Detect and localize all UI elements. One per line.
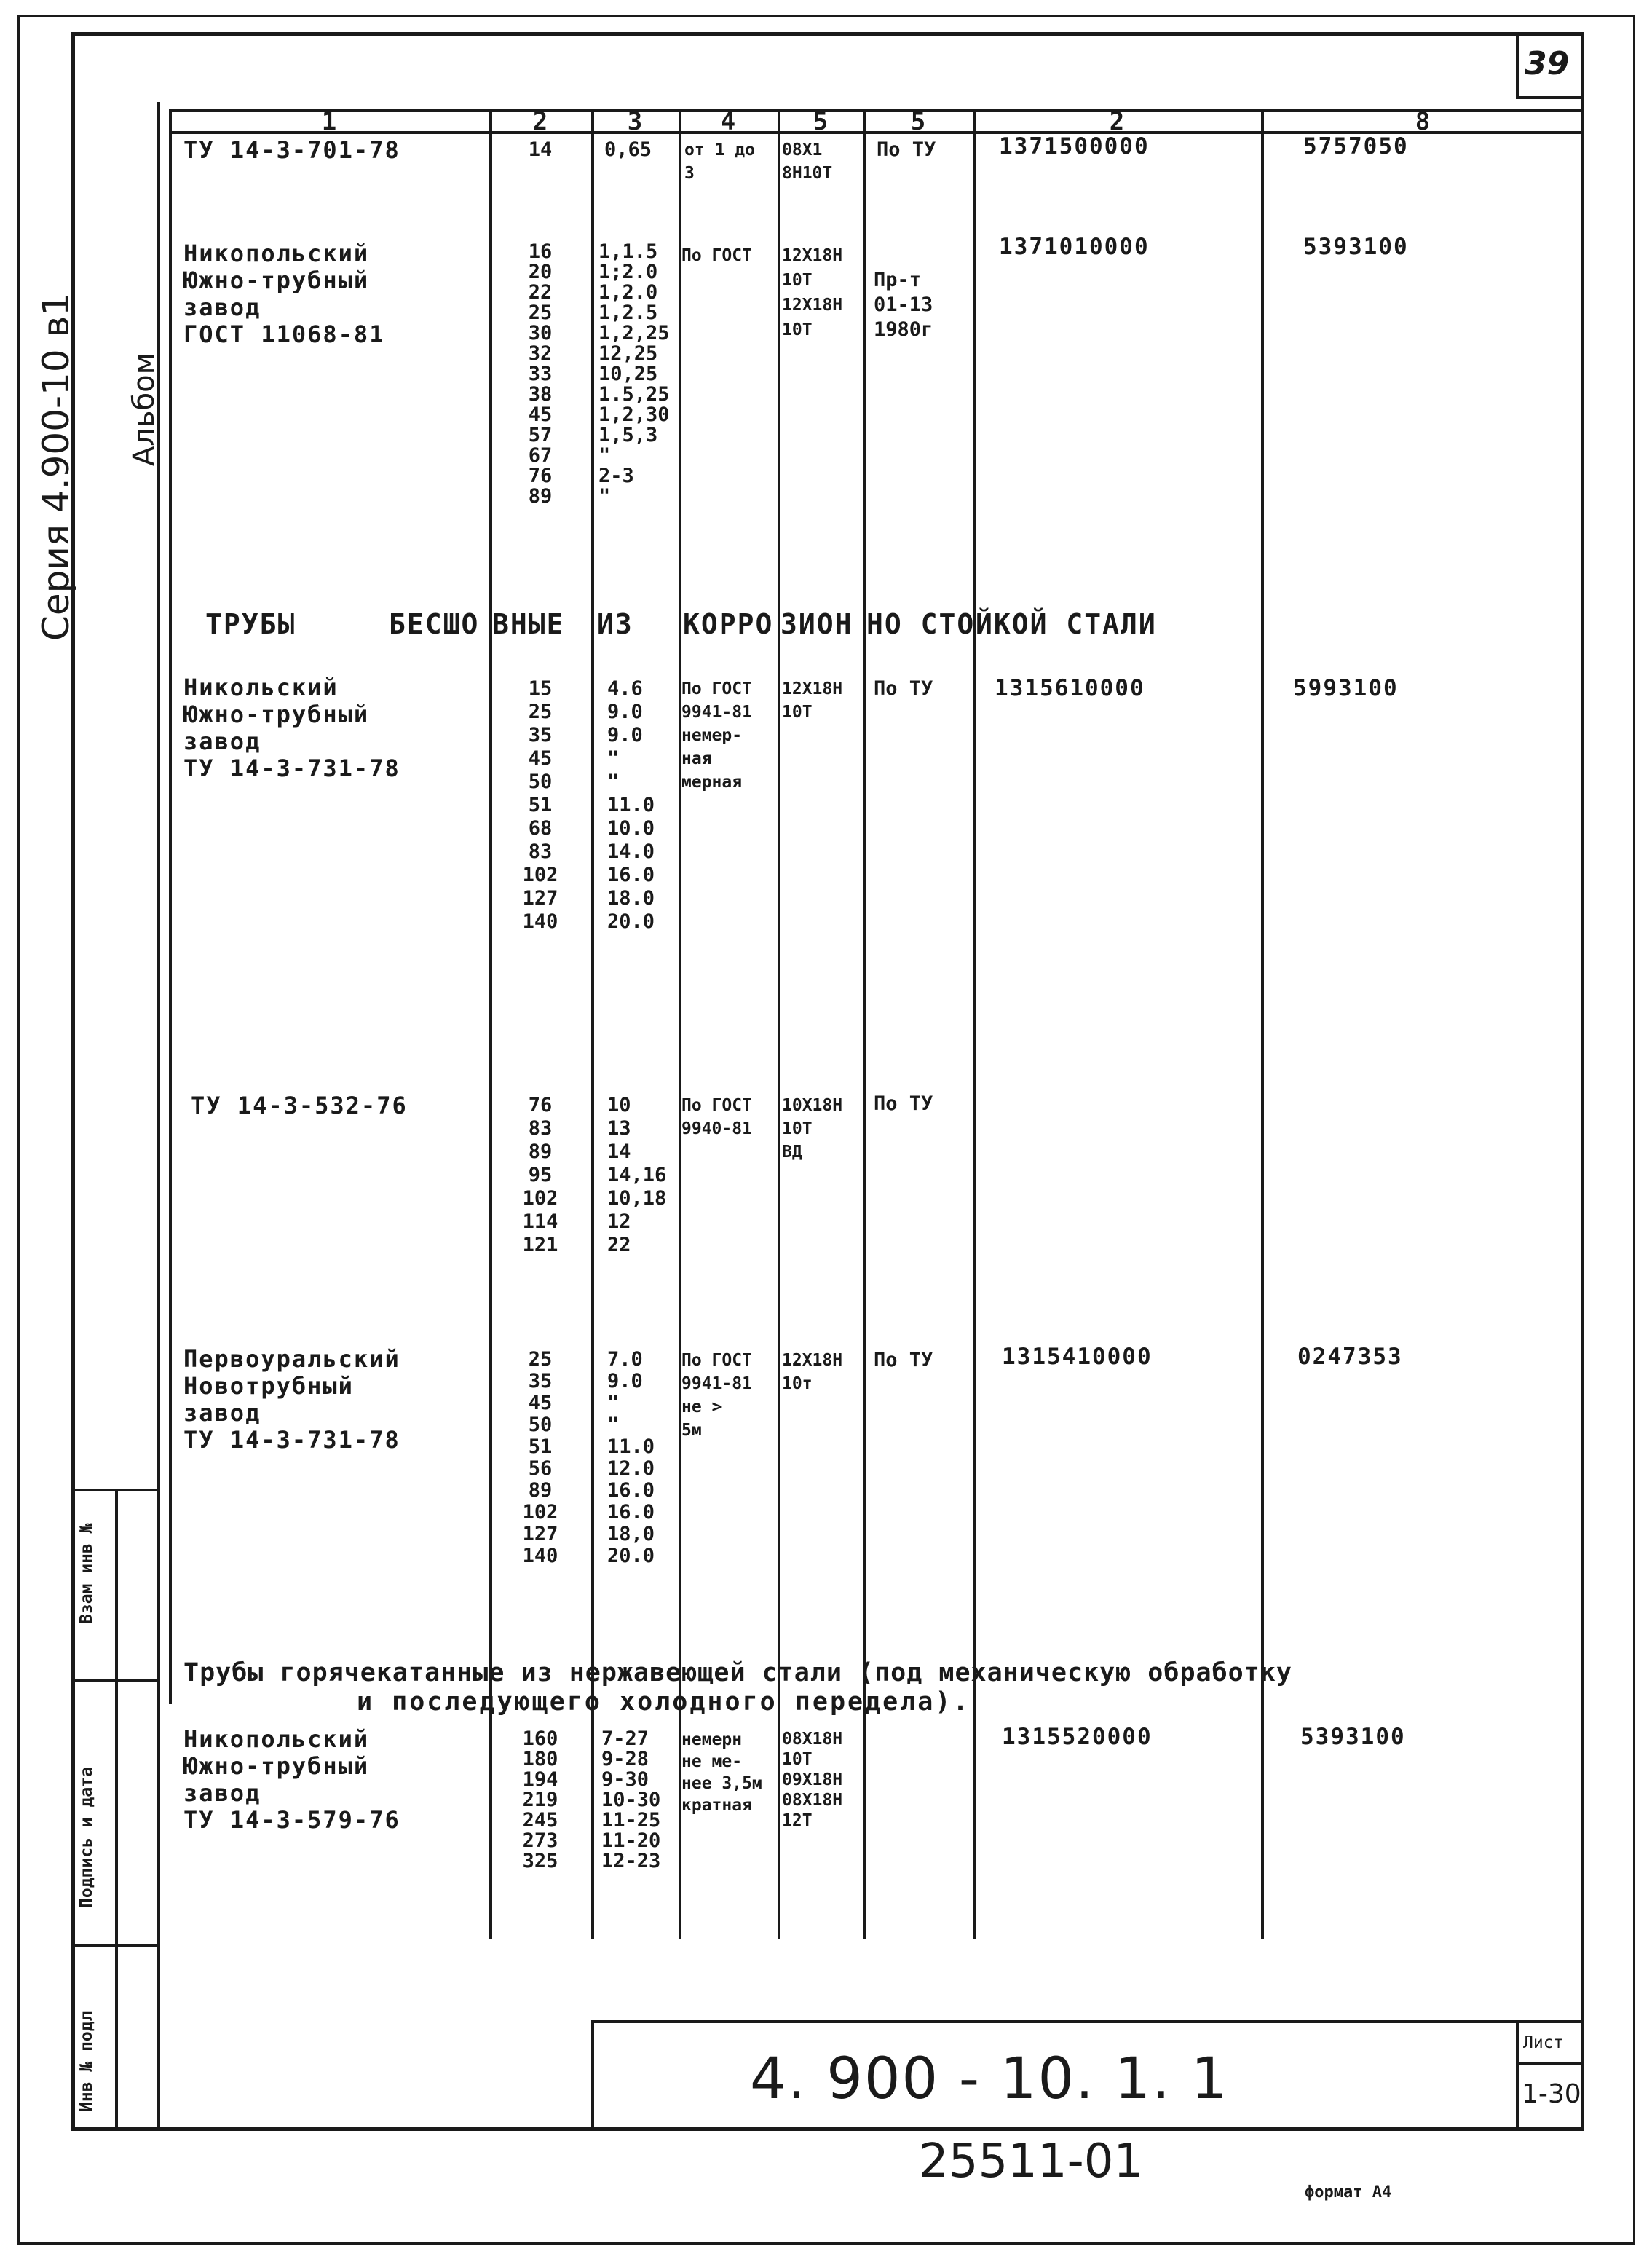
g6-walls-line: 10-30 — [601, 1789, 661, 1811]
header-col-8: 8 — [1415, 107, 1431, 136]
g2-name-line: Южно-трубный — [183, 267, 370, 294]
stamp-column-mid — [115, 1489, 118, 2131]
g2-walls-line: 1.5,25 — [598, 383, 670, 406]
g5-walls-line: 7.0 — [607, 1348, 643, 1371]
g2-diameters-line: 22 — [528, 281, 553, 304]
g5-diameters-line: 45 — [528, 1392, 553, 1414]
seamless-title-1: ТРУБЫ — [205, 608, 296, 640]
seamless-title-5: КОРРО — [683, 608, 774, 640]
g3-col6-line: По ТУ — [874, 677, 933, 700]
g2-name-line: Никопольский — [183, 240, 370, 267]
g4-diameters-line: 114 — [522, 1210, 558, 1233]
g2-col6-line: 01-13 — [874, 293, 933, 316]
g5-diameters-line: 56 — [528, 1457, 553, 1480]
g5-walls-line: 16.0 — [607, 1479, 655, 1502]
g3-diameters-line: 102 — [522, 864, 558, 886]
seamless-title-4: ИЗ — [597, 608, 633, 640]
g5-walls-line: 12.0 — [607, 1457, 655, 1480]
seamless-title-3: ВНЫЕ — [492, 608, 565, 640]
hot-rolled-title-1: Трубы горячекатанные из нержавеющей стали (под механическую обработку — [183, 1658, 1292, 1687]
g4-walls-line: 10 — [607, 1094, 631, 1116]
g1-col4-line: 3 — [684, 164, 695, 183]
g1-code2: 5757050 — [1303, 133, 1409, 159]
g4-walls — [607, 1094, 666, 1257]
stamp-original-inventory: Инв № подл — [77, 2011, 96, 2112]
g2-diameters-line: 67 — [528, 444, 553, 467]
header-col-7: 2 — [1109, 107, 1125, 136]
g2-col4-line: По ГОСТ — [681, 246, 752, 265]
corner-box-left — [1516, 32, 1519, 98]
g2-name-line: ГОСТ 11068-81 — [183, 320, 385, 348]
document-number: 4. 900 - 10. 1. 1 — [750, 2046, 1229, 2112]
g3-name-line: завод — [183, 728, 261, 755]
g4-col5 — [782, 1094, 842, 1164]
g2-walls-line: " — [598, 485, 611, 508]
g4-walls-line: 14,16 — [607, 1164, 667, 1186]
g3-col5-line: 10Т — [782, 703, 813, 722]
g2-walls-line: 1;2.0 — [598, 261, 658, 283]
g2-walls-line: 1,1.5 — [598, 240, 658, 263]
g2-col5-line: 10Т — [782, 271, 813, 290]
g3-col4-line: 9941-81 — [681, 703, 752, 722]
g1-col6-line: По ТУ — [877, 138, 936, 161]
seamless-title-8: ЙКОЙ СТАЛИ — [976, 608, 1157, 640]
g5-diameters-line: 102 — [522, 1501, 558, 1524]
g4-diameters-line: 95 — [528, 1164, 553, 1186]
g4-diameters-line: 102 — [522, 1187, 558, 1210]
header-col-6: 5 — [910, 107, 926, 136]
format-label: формат А4 — [1305, 2183, 1392, 2202]
g2-walls-line: 1,2,25 — [598, 322, 670, 344]
g3-diameters-line: 140 — [522, 910, 558, 933]
g4-diameters-line: 83 — [528, 1117, 553, 1140]
g2-col5 — [782, 243, 842, 342]
g3-col6 — [874, 677, 933, 701]
g5-walls-line: 16.0 — [607, 1501, 655, 1524]
g2-diameters-line: 32 — [528, 342, 553, 365]
g5-col6 — [874, 1349, 933, 1372]
g6-name-line: Никопольский — [183, 1725, 370, 1753]
g2-col4 — [681, 243, 752, 268]
g1-diameters-line: 14 — [528, 138, 553, 161]
g2-diameters-line: 76 — [528, 465, 553, 487]
g6-diameters-line: 194 — [522, 1768, 558, 1791]
stamp-row-1 — [71, 1489, 159, 1491]
g3-walls-line: " — [607, 747, 620, 770]
g6-diameters-line: 180 — [522, 1748, 558, 1770]
g3-walls — [607, 677, 655, 934]
g2-diameters-line: 57 — [528, 424, 553, 446]
sheet-number: 1-30 — [1522, 2079, 1581, 2109]
g6-walls-line: 7-27 — [601, 1727, 649, 1750]
g6-col4-line: не ме- — [681, 1752, 743, 1771]
g2-walls-line: 1,2.0 — [598, 281, 658, 304]
seamless-title-2: БЕСШО — [389, 608, 480, 640]
g2-diameters-line: 30 — [528, 322, 553, 344]
stamp-replaced-inventory: Взам инв № — [77, 1523, 96, 1624]
g5-walls-line: 11.0 — [607, 1435, 655, 1458]
g4-walls-line: 13 — [607, 1117, 631, 1140]
g4-name-line: ТУ 14-3-532-76 — [191, 1092, 408, 1119]
g3-diameters-line: 25 — [528, 701, 553, 723]
g1-col5-line: 8Н10Т — [782, 164, 833, 183]
g5-diameters-line: 35 — [528, 1370, 553, 1392]
g3-col4 — [681, 677, 752, 794]
header-col-5: 5 — [813, 107, 829, 136]
g4-walls-line: 14 — [607, 1140, 631, 1163]
album-label: Альбом — [127, 352, 161, 466]
g5-col4-line: 5м — [681, 1421, 702, 1440]
g3-code2: 5993100 — [1293, 675, 1399, 701]
g2-walls-line: " — [598, 444, 611, 467]
g3-walls-line: 4.6 — [607, 677, 643, 700]
g3-walls-line: 18.0 — [607, 887, 655, 910]
g1-name-line: ТУ 14-3-701-78 — [183, 136, 400, 164]
g3-diameters-line: 51 — [528, 794, 553, 816]
g5-walls-line: " — [607, 1414, 620, 1436]
title-block-left — [591, 2020, 594, 2131]
header-col-4: 4 — [720, 107, 736, 136]
g5-name — [183, 1346, 400, 1454]
g6-diameters-line: 325 — [522, 1850, 558, 1872]
g1-col4-line: от 1 до — [684, 141, 755, 159]
g1-name — [183, 137, 400, 163]
g2-col6 — [874, 243, 933, 342]
g5-diameters-line: 50 — [528, 1414, 553, 1436]
g5-name-line: ТУ 14-3-731-78 — [183, 1426, 400, 1454]
seamless-title-6: ЗИОН — [780, 608, 853, 640]
g2-diameters — [489, 242, 591, 507]
g3-diameters-line: 35 — [528, 724, 553, 746]
g3-walls-line: 20.0 — [607, 910, 655, 933]
g3-walls-line: 14.0 — [607, 840, 655, 863]
g4-col5-line: 10Т — [782, 1119, 813, 1138]
g3-walls-line: 10.0 — [607, 817, 655, 840]
g3-col4-line: немер- — [681, 726, 743, 745]
g3-name-line: ТУ 14-3-731-78 — [183, 754, 400, 782]
g6-name-line: Южно-трубный — [183, 1752, 370, 1780]
g5-col6-line: По ТУ — [874, 1349, 933, 1371]
stamp-row-3 — [71, 1944, 159, 1947]
g2-name — [183, 240, 384, 348]
g1-diameters — [489, 137, 591, 163]
g6-code: 1315520000 — [1002, 1724, 1153, 1750]
g6-walls-line: 11-25 — [601, 1809, 661, 1832]
g5-col5 — [782, 1349, 842, 1395]
g5-name-line: завод — [183, 1399, 261, 1427]
g6-col5 — [782, 1729, 842, 1831]
g6-col5-line: 10Т — [782, 1750, 813, 1769]
g4-diameters-line: 76 — [528, 1094, 553, 1116]
g1-walls — [604, 137, 652, 163]
g2-code2: 5393100 — [1303, 234, 1409, 260]
g2-walls-line: 10,25 — [598, 363, 658, 385]
g6-walls-line: 9-30 — [601, 1768, 649, 1791]
g3-name — [183, 674, 400, 782]
g5-walls — [607, 1349, 655, 1567]
g3-col4-line: По ГОСТ — [681, 679, 752, 698]
g2-col6-line: Пр-т — [874, 269, 922, 291]
stamp-column-left — [71, 1489, 74, 2131]
header-col-2: 2 — [532, 107, 548, 136]
g2-diameters-line: 45 — [528, 403, 553, 426]
title-block-top — [591, 2020, 1584, 2023]
g6-col4-line: немерн — [681, 1730, 743, 1749]
g6-diameters-line: 245 — [522, 1809, 558, 1832]
g3-walls-line: 9.0 — [607, 724, 643, 746]
g1-code: 1371500000 — [999, 133, 1150, 159]
g4-col5-line: ВД — [782, 1143, 802, 1162]
g4-col6-line: По ТУ — [874, 1092, 933, 1115]
g1-walls-line: 0,65 — [604, 138, 652, 161]
g6-col4 — [681, 1729, 762, 1816]
g5-diameters-line: 51 — [528, 1435, 553, 1458]
g5-col4-line: По ГОСТ — [681, 1351, 752, 1370]
g2-walls — [598, 242, 670, 507]
g6-name-line: завод — [183, 1779, 261, 1807]
g1-col5-line: 08Х1 — [782, 141, 823, 159]
g4-diameters — [489, 1094, 591, 1257]
g3-code: 1315610000 — [995, 675, 1145, 701]
g6-col5-line: 09Х18Н — [782, 1770, 843, 1789]
g4-col4 — [681, 1094, 752, 1140]
g2-walls-line: 1,5,3 — [598, 424, 658, 446]
g2-walls-line: 1,2.5 — [598, 302, 658, 324]
g6-code2: 5393100 — [1300, 1724, 1406, 1750]
seamless-title-7: НО СТО — [866, 608, 976, 640]
g2-col5-line: 10Т — [782, 320, 813, 339]
g3-col4-line: мерная — [681, 773, 743, 792]
g5-code: 1315410000 — [1002, 1344, 1153, 1370]
g6-col4-line: нее 3,5м — [681, 1774, 762, 1793]
g2-diameters-line: 33 — [528, 363, 553, 385]
sheet-corner-number: 39 — [1525, 45, 1570, 82]
g5-col4 — [681, 1349, 752, 1442]
g1-col5 — [782, 138, 832, 185]
g4-walls-line: 22 — [607, 1234, 631, 1256]
g3-walls-line: 11.0 — [607, 794, 655, 816]
g6-diameters-line: 160 — [522, 1727, 558, 1750]
sheet-label: Лист — [1523, 2033, 1564, 2052]
g2-diameters-line: 16 — [528, 240, 553, 263]
g3-walls-line: " — [607, 771, 620, 793]
g5-diameters-line: 25 — [528, 1348, 553, 1371]
g2-diameters-line: 38 — [528, 383, 553, 406]
g2-diameters-line: 20 — [528, 261, 553, 283]
corner-box-bottom — [1516, 96, 1584, 99]
g4-col4-line: 9940-81 — [681, 1119, 752, 1138]
g5-walls-line: 9.0 — [607, 1370, 643, 1392]
g1-col4 — [684, 138, 755, 185]
g2-code: 1371010000 — [999, 234, 1150, 260]
g2-walls-line: 1,2,30 — [598, 403, 670, 426]
title-block-sheet-row — [1516, 2062, 1584, 2065]
g6-name — [183, 1726, 400, 1834]
g5-name-line: Новотрубный — [183, 1372, 354, 1400]
g5-diameters — [489, 1349, 591, 1567]
g3-walls-line: 16.0 — [607, 864, 655, 886]
table-left-border — [169, 109, 172, 1704]
header-col-1: 1 — [321, 107, 337, 136]
stamp-signature-date: Подпись и дата — [77, 1767, 96, 1908]
g6-walls — [601, 1729, 660, 1872]
g2-diameters-line: 25 — [528, 302, 553, 324]
g2-col6-line: 1980г — [874, 318, 933, 341]
g3-col5 — [782, 677, 842, 724]
g5-walls-line: 20.0 — [607, 1545, 655, 1567]
g6-col4-line: кратная — [681, 1796, 752, 1815]
g2-col5-line: 12Х18Н — [782, 246, 843, 265]
g2-col5-line: 12Х18Н — [782, 296, 843, 315]
g3-diameters-line: 45 — [528, 747, 553, 770]
g6-walls-line: 12-23 — [601, 1850, 661, 1872]
g4-col6 — [874, 1092, 933, 1116]
g5-col4-line: не > — [681, 1398, 722, 1416]
g2-col6-line — [874, 243, 933, 268]
g5-diameters-line: 127 — [522, 1523, 558, 1545]
g2-name-line: завод — [183, 293, 261, 321]
g6-col5-line: 12Т — [782, 1811, 813, 1830]
g3-diameters — [489, 677, 591, 934]
g2-diameters-line: 89 — [528, 485, 553, 508]
g2-walls-line: 12,25 — [598, 342, 658, 365]
g3-diameters-line: 50 — [528, 771, 553, 793]
header-col-3: 3 — [627, 107, 643, 136]
g5-name-line: Первоуральский — [183, 1345, 400, 1373]
g3-col4-line: ная — [681, 749, 712, 768]
g3-col5-line: 12Х18Н — [782, 679, 843, 698]
inventory-number: 25511-01 — [919, 2135, 1144, 2188]
g5-col5-line: 10т — [782, 1374, 813, 1393]
g6-diameters-line: 219 — [522, 1789, 558, 1811]
g6-col5-line: 08Х18Н — [782, 1791, 843, 1810]
g5-diameters-line: 140 — [522, 1545, 558, 1567]
stamp-row-2 — [71, 1679, 159, 1682]
g5-col4-line: 9941-81 — [681, 1374, 752, 1393]
g4-diameters-line: 121 — [522, 1234, 558, 1256]
g3-name-line: Южно-трубный — [183, 701, 370, 728]
g5-code2: 0247353 — [1297, 1344, 1403, 1370]
g3-name-line: Никольский — [183, 674, 339, 701]
g4-col4-line: По ГОСТ — [681, 1096, 752, 1115]
g5-col5-line: 12Х18Н — [782, 1351, 843, 1370]
g6-walls-line: 9-28 — [601, 1748, 649, 1770]
g3-diameters-line: 127 — [522, 887, 558, 910]
g6-name-line: ТУ 14-3-579-76 — [183, 1806, 400, 1834]
g6-diameters — [489, 1729, 591, 1872]
g6-walls-line: 11-20 — [601, 1829, 661, 1852]
title-block-sheet-divider — [1516, 2020, 1519, 2131]
g6-col5-line: 08Х18Н — [782, 1730, 843, 1749]
g6-diameters-line: 273 — [522, 1829, 558, 1852]
g5-diameters-line: 89 — [528, 1479, 553, 1502]
g4-walls-line: 10,18 — [607, 1187, 667, 1210]
g5-walls-line: 18,0 — [607, 1523, 655, 1545]
g3-diameters-line: 83 — [528, 840, 553, 863]
g3-diameters-line: 15 — [528, 677, 553, 700]
g2-walls-line: 2-3 — [598, 465, 634, 487]
g3-diameters-line: 68 — [528, 817, 553, 840]
g3-walls-line: 9.0 — [607, 701, 643, 723]
g5-walls-line: " — [607, 1392, 620, 1414]
g4-diameters-line: 89 — [528, 1140, 553, 1163]
g4-walls-line: 12 — [607, 1210, 631, 1233]
hot-rolled-title-2: и последующего холодного передела). — [357, 1687, 971, 1717]
series-label: Серия 4.900-10 в1 — [35, 293, 77, 641]
g4-name — [191, 1092, 408, 1119]
g4-col5-line: 10Х18Н — [782, 1096, 843, 1115]
g1-col6 — [877, 137, 936, 163]
